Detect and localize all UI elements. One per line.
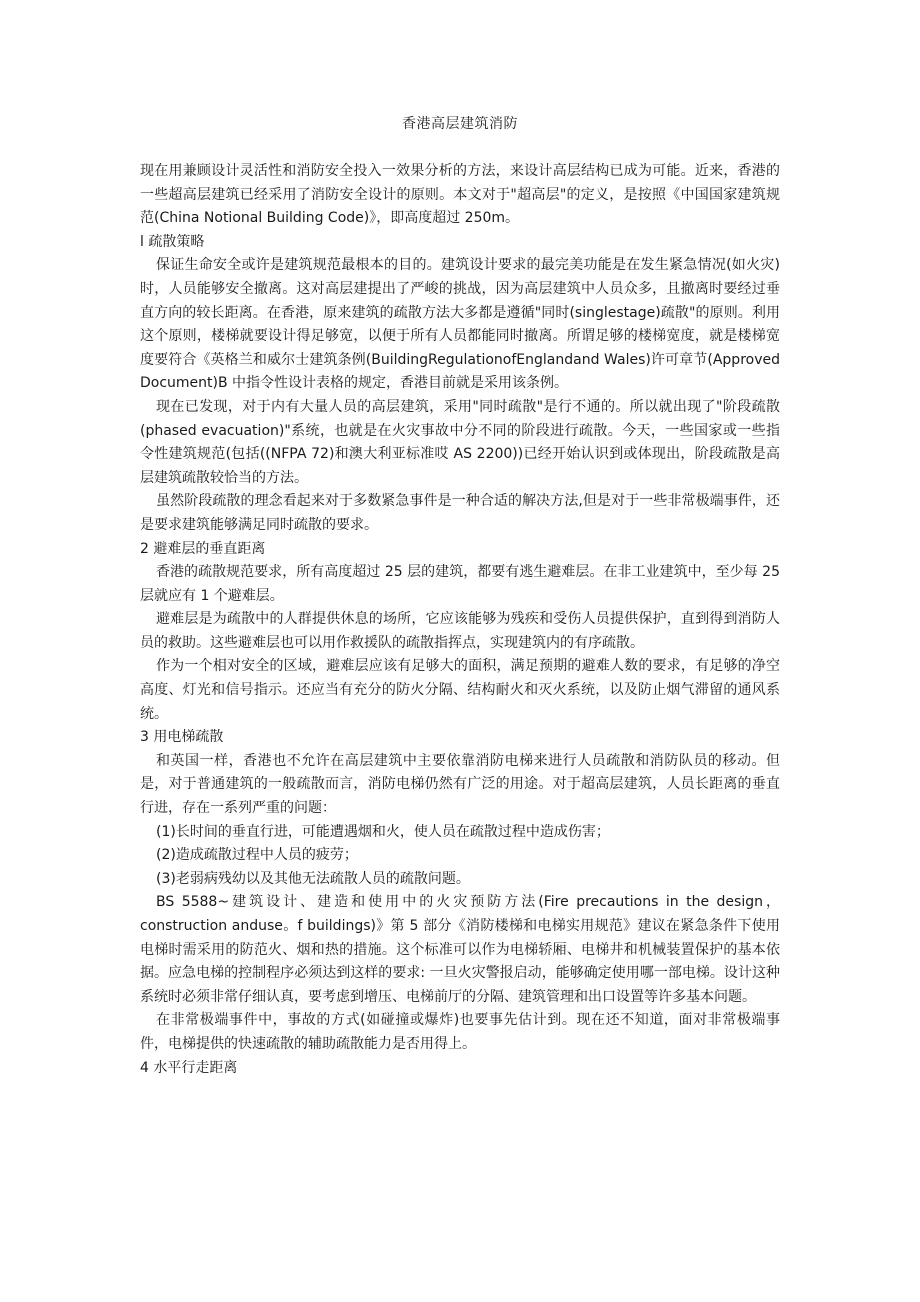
list-item: (2)造成疏散过程中人员的疲劳； bbox=[156, 847, 358, 864]
body-paragraph: 保证生命安全或许是建筑规范最根本的目的。建筑设计要求的最完美功能是在发生紧急情况(如火灾)时，人员能够安全撤离。这对高层建提出了严峻的挑战，因为高层建筑中人员众多，且撤离时要经过垂直方向的较长距离。在香港，原来建筑的疏散方法大多都是遵循"同时(singlestage)疏散"的原则。利用这个原则，楼梯就要设计得足够宽，以便于所有人员都能同时撤离。所谓足够的楼梯宽度，就是楼梯宽度要符合《英格兰和威尔士建筑条例(BuildingRegulationofEnglandand Wales)许可章节(Approved Document)B 中指令性设计表格的规定，香港目前就是采用该条例。 bbox=[140, 257, 780, 392]
intro-paragraph: 现在用兼顾设计灵活性和消防安全投入一效果分析的方法，来设计高层结构已成为可能。近来，香港的一些超高层建筑已经采用了消防安全设计的原则。本文对于"超高层"的定义，是按照《中国国家建筑规范(China Notional Building Code)》，即高度超过 250m。 bbox=[140, 163, 780, 227]
document-body bbox=[140, 160, 780, 1080]
body-paragraph: 在非常极端事件中，事故的方式(如碰撞或爆炸)也要事先估计到。现在还不知道，面对非常极端事件，电梯提供的快速疏散的辅助疏散能力是否用得上。 bbox=[140, 1012, 780, 1052]
section-heading-4: 4 水平行走距离 bbox=[140, 1059, 238, 1076]
body-paragraph: BS 5588~建筑设计、建造和使用中的火灾预防方法(Fire precautions in the design，construction anduse。f buildings)》第 5 部分《消防楼梯和电梯实用规范》建议在紧急条件下使用电梯时需采用的防范火、烟和热的措施。这个标准可以作为电梯轿厢、电梯井和机械装置保护的基本依据。应急电梯的控制程序必须达到这样的要求: 一旦火灾警报启动，能够确定使用哪一部电梯。设计这种系统时必须非常仔细认真，要考虑到增压、电梯前厅的分隔、建筑管理和出口设置等许多基本问题。 bbox=[140, 894, 780, 1005]
list-item: (1)长时间的垂直行进，可能遭遇烟和火，使人员在疏散过程中造成伤害； bbox=[156, 823, 610, 840]
section-heading-2: 2 避难层的垂直距离 bbox=[140, 540, 266, 557]
list-item: (3)老弱病残幼以及其他无法疏散人员的疏散问题。 bbox=[156, 870, 470, 887]
document-title: 香港高层建筑消防 bbox=[402, 116, 518, 132]
body-paragraph: 避难层是为疏散中的人群提供休息的场所，它应该能够为残疾和受伤人员提供保护，直到得到消防人员的救助。这些避难层也可以用作救援队的疏散指挥点，实现建筑内的有序疏散。 bbox=[140, 611, 780, 651]
section-heading-1: l 疏散策略 bbox=[140, 233, 205, 250]
body-paragraph: 虽然阶段疏散的理念看起来对于多数紧急事件是一种合适的解决方法,但是对于一些非常极端事件，还是要求建筑能够满足同时疏散的要求。 bbox=[140, 493, 780, 533]
body-paragraph: 和英国一样，香港也不允许在高层建筑中主要依靠消防电梯来进行人员疏散和消防队员的移动。但是，对于普通建筑的一般疏散而言，消防电梯仍然有广泛的用途。对于超高层建筑，人员长距离的垂直行进，存在一系列严重的问题： bbox=[140, 752, 780, 817]
body-paragraph: 香港的疏散规范要求，所有高度超过 25 层的建筑，都要有逃生避难层。在非工业建筑中，至少每 25 层就应有 1 个避难层。 bbox=[140, 564, 780, 604]
body-paragraph: 作为一个相对安全的区域，避难层应该有足够大的面积，满足预期的避难人数的要求，有足够的净空高度、灯光和信号指示。还应当有充分的防火分隔、结构耐火和灭火系统，以及防止烟气滞留的通风系统。 bbox=[140, 658, 780, 722]
section-heading-3: 3 用电梯疏散 bbox=[140, 729, 224, 746]
body-paragraph: 现在已发现，对于内有大量人员的高层建筑，采用"同时疏散"是行不通的。所以就出现了"阶段疏散(phased evacuation)"系统，也就是在火灾事故中分不同的阶段进行疏散。今天，一些国家或一些指令性建筑规范(包括((NFPA 72)和澳大利亚标准哎 AS 2200))已经开始认识到或体现出，阶段疏散是高层建筑疏散较恰当的方法。 bbox=[140, 398, 780, 486]
